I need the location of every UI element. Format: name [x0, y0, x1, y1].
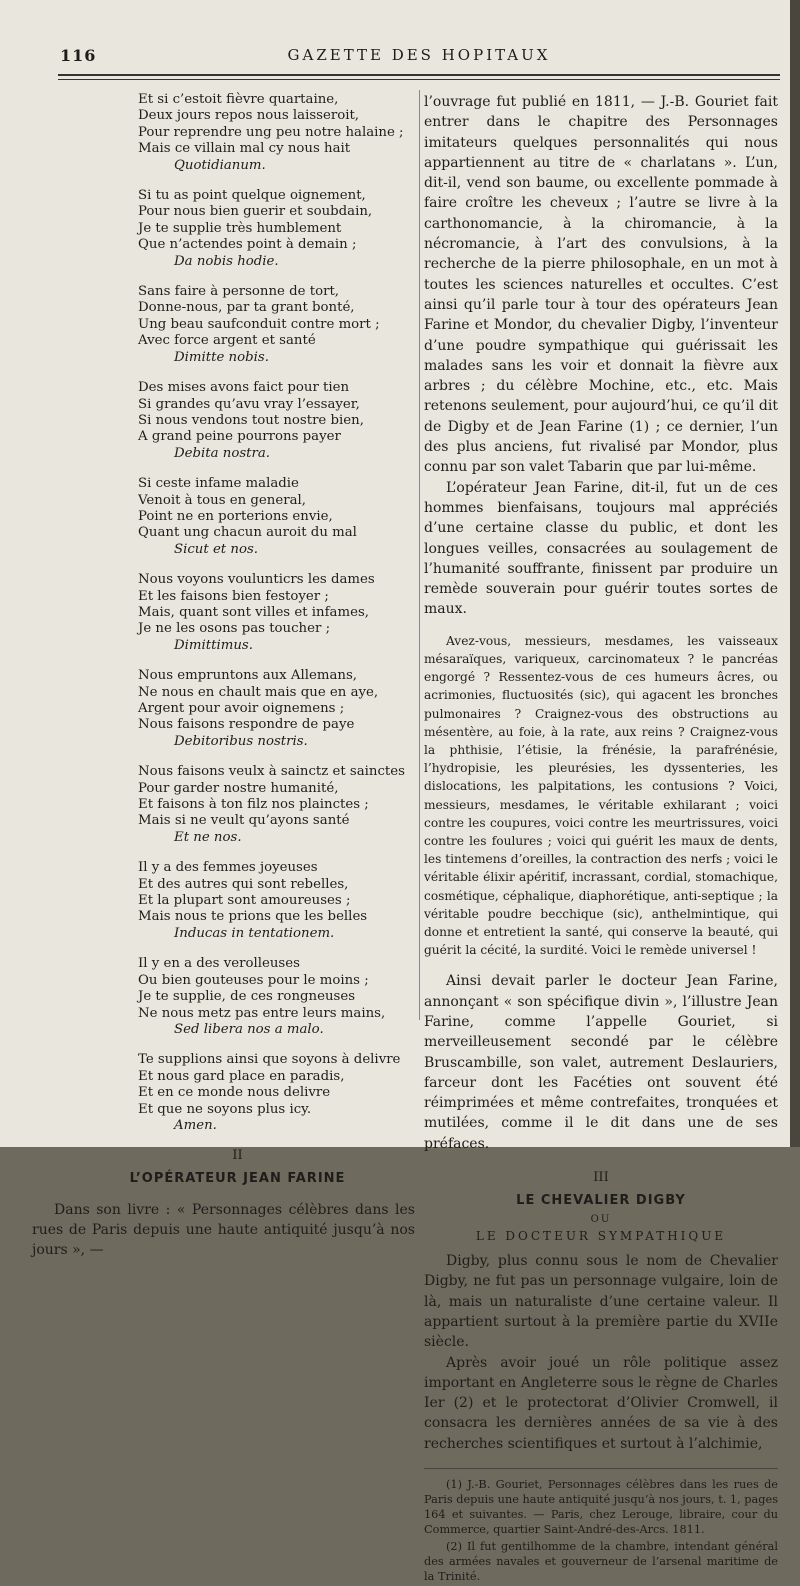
poem-verse: Te supplions ainsi que soyons à delivre: [138, 1052, 401, 1068]
poem-refrain: Dimittimus.: [174, 637, 253, 653]
section-3-number: III: [593, 1170, 609, 1186]
section-2-title: L’OPÉRATEUR JEAN FARINE: [129, 1171, 346, 1187]
left-column: [32, 92, 415, 1260]
poem-refrain: Debitoribus nostris.: [174, 733, 308, 749]
poem-stanza: [138, 476, 415, 558]
poem-verse: Avec force argent et santé: [138, 333, 316, 349]
poem-verse: Argent pour avoir oignemens ;: [138, 701, 345, 716]
poem-verse: Je te supplie très humblement: [138, 220, 342, 236]
poem-refrain: Amen.: [174, 1117, 217, 1133]
poem-verse: Et que ne soyons plus icy.: [138, 1101, 312, 1117]
poem-verse: Nous empruntons aux Allemans,: [138, 668, 358, 684]
section-3-title: LE CHEVALIER DIGBY: [516, 1193, 686, 1209]
poem-stanza: [138, 860, 415, 942]
section-3-ou: OU: [590, 1214, 612, 1226]
poem-stanza: [138, 764, 415, 846]
poem-verse: Mais nous te prions que les belles: [138, 909, 368, 925]
poem-verse: Nous faisons veulx à sainctz et sainctes: [138, 764, 405, 780]
poem-refrain: Quotidianum.: [174, 157, 266, 173]
poem-verse: A grand peine pourrons payer: [138, 429, 341, 445]
poem-verse: Et des autres qui sont rebelles,: [138, 876, 349, 892]
poem-verse: Deux jours repos nous laisseroit,: [138, 108, 360, 124]
poem-verse: Et si c’estoit fièvre quartaine,: [138, 92, 339, 107]
column-divider: [419, 90, 420, 1020]
paragraph-1: l’ouvrage fut publié en 1811, — J.-B. Gouriet fait entrer dans le chapitre des Personnages imitateurs quelques personnalités qui nous appartiennent au titre de « charlatans ». L’un, dit-il, vend son baume, ou excellente pommade à faire croître les cheveux ; l’autre se livre à la carthonomancie, à la chiromancie, à la nécromancie, à l’art des convulsions, à la recherche de la pierre philosophale, en un mot à toutes les sciences naturelles et occultes. C’est ainsi qu’il parle tour à tour des opérateurs Jean Farine et Mondor, du chevalier Digby, l’inventeur d’une poudre sympathique qui guérissait les malades sans les voir et donnait la fièvre aux arbres ; du célèbre Mochine, etc., etc. Mais retenons seulement, pour aujourd’hui, ce qu’il dit de Digby et de Jean Farine (1) ; ce dernier, l’un des plus anciens, fut rivalisé par Mondor, plus connu par son valet Tabarin que par lui-même.: [424, 94, 778, 476]
poem-verse: Si grandes qu’avu vray l’essayer,: [138, 396, 360, 412]
paragraph-3: Ainsi devait parler le docteur Jean Farine, annonçant « son spécifique divin », l’illustre Jean Farine, comme l’appelle Gouriet, si merveilleusement secondé par le célèbre Bruscambille, son valet, autrement Deslauriers, farceur dont les Facéties ont souvent été réimprimées et même contrefaites, tronquées et mutilées, comme il le dit dans une de ses préfaces.: [424, 973, 778, 1152]
footnote-1: (1) J.-B. Gouriet, Personnages célèbres dans les rues de Paris depuis une haute antiquité jusqu’à nos jours, t. 1, pages 164 et suivantes. — Paris, chez Lerouge, libraire, cour du Commerce, quartier Saint-André-des-Arcs. 1811.: [424, 1478, 778, 1537]
poem-verse: Je te supplie, de ces rongneuses: [138, 989, 356, 1005]
poem-refrain: Inducas in tentationem.: [174, 925, 335, 941]
page-header: [60, 42, 778, 66]
running-title: GAZETTE DES HOPITAUX: [287, 46, 551, 64]
poem-verse: Il y a des femmes joyeuses: [138, 860, 318, 876]
poem-stanza: [138, 92, 415, 174]
poem-verse: Donne-nous, par ta grant bonté,: [138, 300, 355, 316]
poem-stanza: [138, 380, 415, 462]
poem-refrain: Dimitte nobis.: [174, 349, 269, 365]
footnote-rule: [424, 1468, 778, 1469]
poem-verse: Pour nous bien guerir et soubdain,: [138, 204, 373, 220]
header-rule-thin: [58, 79, 780, 80]
poem-verse: Et la plupart sont amoureuses ;: [138, 893, 351, 909]
poem-verse: Pour garder nostre humanité,: [138, 780, 339, 796]
poem-verse: Et faisons à ton filz nos plainctes ;: [138, 797, 369, 813]
poem-verse: Ne nous en chault mais que en aye,: [138, 684, 379, 700]
poem-verse: Sans faire à personne de tort,: [138, 284, 340, 300]
poem-stanza: [138, 668, 415, 750]
poem-refrain: Sicut et nos.: [174, 541, 259, 557]
poem-verse: Ou bien gouteuses pour le moins ;: [138, 972, 369, 988]
section-2-paragraph: Dans son livre : « Personnages célèbres dans les rues de Paris depuis une haute antiquité jusqu’à nos jours », —: [32, 1202, 415, 1259]
poem-stanza: [138, 572, 415, 654]
poem-verse: Si nous vendons tout nostre bien,: [138, 412, 364, 428]
section-2-number: II: [232, 1148, 243, 1164]
poem-stanza: [138, 956, 415, 1038]
page-number: 116: [60, 46, 97, 65]
poem-stanza: [138, 188, 415, 270]
poem-verse: Ne nous metz pas entre leurs mains,: [138, 1005, 386, 1021]
poem-stanza: [138, 1052, 415, 1134]
poem-verse: Si ceste infame maladie: [138, 476, 299, 492]
poem-verse: Je ne les osons pas toucher ;: [138, 621, 331, 637]
poem-verse: Mais ce villain mal cy nous hait: [138, 141, 351, 157]
quoted-harangue: Avez-vous, messieurs, mesdames, les vaisseaux mésaraïques, variqueux, carcinomateux ? le pancréas engorgé ? Ressentez-vous de ces humeurs âcres, ou acrimonies, fluctuosités (sic), qui agacent les bronches pulmonaires ? Craignez-vous des obstructions au mésentère, au foie, à la rate, aux reins ? Craignez-vous la phthisie, l’étisie, la frénésie, la parafrénésie, l’hydropisie, les pleurésies, les dyssenteries, les dislocations, les palpitations, les contusions ? Voici, messieurs, mesdames, le véritable exhilarant ; voici contre les coupures, voici contre les meurtrissures, voici contre les foulures ; voici qui guérit les maux de dents, les tintemens d’oreilles, la contraction des nerfs ; voici le véritable élixir apéritif, incrassant, cordial, stomachique, cosmétique, céphalique, diaphorétique, anti-septique ; la véritable poudre becchique (sic), anthelmintique, qui donne et entretient la santé, qui conserve la beauté, qui guérit la cécité, la surdité. Voici le remède universel !: [424, 633, 778, 958]
poem-refrain: Da nobis hodie.: [174, 253, 279, 269]
poem-verse: Nous voyons voulunticrs les dames: [138, 572, 375, 588]
poem-verse: Que n’actendes point à demain ;: [138, 237, 357, 253]
poem-verse: Quant ung chacun auroit du mal: [138, 525, 357, 541]
poem-verse: Ung beau saufconduit contre mort ;: [138, 316, 380, 332]
poem-verse: Point ne en porterions envie,: [138, 508, 333, 524]
poem: [138, 92, 415, 1134]
poem-refrain: Debita nostra.: [174, 445, 271, 461]
right-column: [424, 92, 778, 1586]
poem-refrain: Sed libera nos a malo.: [174, 1021, 324, 1037]
poem-verse: Mais si ne veult qu’ayons santé: [138, 813, 350, 829]
section-3-subtitle: LE DOCTEUR SYMPATHIQUE: [475, 1229, 727, 1244]
page-edge: [790, 0, 800, 1147]
footnote-2: (2) Il fut gentilhomme de la chambre, intendant général des armées navales et gouverneur de l’arsenal maritime de la Trinité.: [424, 1540, 778, 1584]
poem-verse: Et les faisons bien festoyer ;: [138, 588, 329, 604]
poem-verse: Pour reprendre ung peu notre halaine ;: [138, 124, 404, 140]
header-rule: [58, 74, 780, 76]
poem-verse: Il y en a des verolleuses: [138, 956, 300, 972]
poem-verse: Venoit à tous en general,: [138, 492, 306, 508]
poem-verse: Des mises avons faict pour tien: [138, 380, 350, 396]
paragraph-5: Après avoir joué un rôle politique assez important en Angleterre sous le règne de Charles Ier (2) et le protectorat d’Olivier Cromwell, il consacra les dernières années de sa vie à des recherches scientifiques et surtout à l’alchimie,: [424, 1354, 778, 1452]
paragraph-2: L’opérateur Jean Farine, dit-il, fut un de ces hommes bienfaisans, toujours mal appréciés d’une certaine classe du public, et dont les longues veilles, consacrées au soulagement de l’humanité souffrante, finissent par produire un remède souverain pour guérir toutes sortes de maux.: [424, 479, 778, 618]
poem-verse: Mais, quant sont villes et infames,: [138, 604, 369, 620]
poem-verse: Si tu as point quelque oignement,: [138, 188, 366, 204]
poem-refrain: Et ne nos.: [174, 829, 242, 845]
poem-verse: Et nous gard place en paradis,: [138, 1068, 345, 1084]
poem-verse: Et en ce monde nous delivre: [138, 1085, 331, 1101]
poem-verse: Nous faisons respondre de paye: [138, 717, 355, 733]
paragraph-4: Digby, plus connu sous le nom de Chevalier Digby, ne fut pas un personnage vulgaire, loin de là, mais un naturaliste d’une certaine valeur. Il appartient surtout à la première partie du XVIIe siècle.: [424, 1253, 778, 1351]
poem-stanza: [138, 284, 415, 366]
